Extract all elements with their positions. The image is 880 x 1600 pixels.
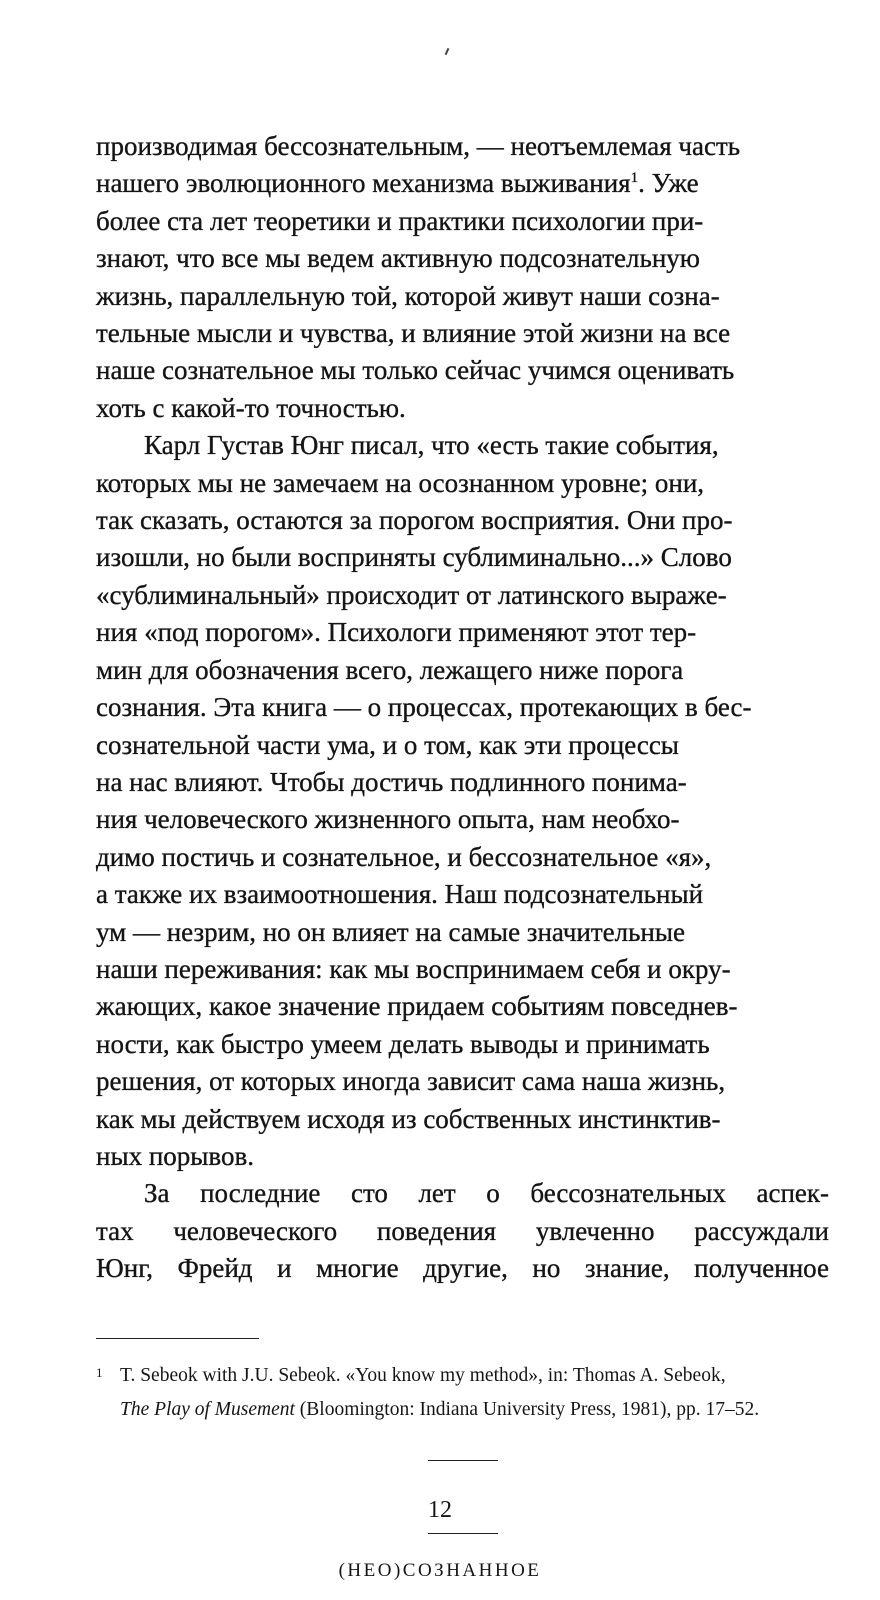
page-number: 12 (428, 1497, 452, 1523)
text-line: ум — незрим, но он влияет на самые значительные (96, 916, 685, 947)
text-line: хоть с какой-то точностью. (96, 392, 406, 423)
text-line: димо постичь и сознательное, и бессознательное «я», (96, 841, 712, 872)
text-line: на нас влияют. Чтобы достичь подлинного понима- (96, 766, 687, 797)
footnote (96, 1359, 829, 1427)
text-line: нашего эволюционного механизма выживания (96, 168, 631, 199)
stray-ink-mark (445, 48, 450, 55)
text-line: а также их взаимоотношения. Наш подсознательный (96, 879, 704, 910)
text-line: . Уже (638, 168, 699, 199)
body-text (96, 128, 829, 1288)
footnote-citation: T. Sebeok with J.U. Sebeok. «You know my method», in: Thomas A. Sebeok, (120, 1365, 726, 1386)
text-line: ных порывов. (96, 1140, 254, 1171)
text-line: мин для обозначения всего, лежащего ниже порога (96, 654, 684, 685)
text-line: знают, что все мы ведем активную подсознательную (96, 243, 700, 274)
text-line: решения, от которых иногда зависит сама наша жизнь, (96, 1066, 726, 1097)
footnote-text (96, 1359, 829, 1427)
text-line: ния человеческого жизненного опыта, нам необхо- (96, 804, 680, 835)
footnote-rule (96, 1338, 259, 1339)
page-number-rule-top (428, 1460, 498, 1461)
text-line: наши переживания: как мы воспринимаем себя и окру- (96, 953, 731, 984)
footnote-publisher: (Bloomington: Indiana University Press, 1981), pp. 17–52. (294, 1399, 760, 1420)
footnote-title: The Play of Musement (120, 1399, 295, 1420)
text-line: более ста лет теоретики и практики психологии при- (96, 205, 704, 236)
text-line: За последние сто лет о бессознательных аспек- (144, 1178, 829, 1209)
footnote-number: 1 (96, 1365, 103, 1380)
text-line: жающих, какое значение придаем событиям повседнев- (96, 991, 738, 1022)
text-line: тельные мысли и чувства, и влияние этой жизни на все (96, 318, 731, 349)
text-line: жизнь, параллельную той, которой живут наши созна- (96, 280, 720, 311)
footnote-reference[interactable]: 1 (630, 170, 639, 187)
text-line: «сублиминальный» происходит от латинского выраже- (96, 579, 727, 610)
text-line: так сказать, остаются за порогом восприятия. Они про- (96, 505, 733, 536)
text-line: ности, как быстро умеем делать выводы и принимать (96, 1028, 710, 1059)
text-line: как мы действуем исходя из собственных инстинктив- (96, 1103, 721, 1134)
text-line: ния «под порогом». Психологи применяют этот тер- (96, 617, 697, 648)
text-line: производимая бессознательным, — неотъемлемая часть (96, 131, 741, 161)
page-number-rule-bottom (428, 1533, 498, 1534)
text-line: которых мы не замечаем на осознанном уровне; они, (96, 467, 705, 498)
paragraph-3 (96, 1175, 829, 1287)
text-line: сознательной части ума, и о том, как эти процессы (96, 729, 679, 760)
running-footer: (НЕО)СОЗНАННОЕ (338, 1560, 542, 1581)
text-line: Карл Густав Юнг писал, что «есть такие события, (144, 430, 719, 461)
text-line: Юнг, Фрейд и многие другие, но знание, полученное (96, 1253, 829, 1284)
text-line: наше сознательное мы только сейчас учимся оценивать (96, 355, 735, 386)
text-line: тах человеческого поведения увлеченно рассуждали (96, 1215, 829, 1246)
text-line: изошли, но были восприняты сублиминально...» Слово (96, 542, 732, 573)
paragraph-1 (96, 128, 829, 427)
text-line: сознания. Эта книга — о процессах, протекающих в бес- (96, 692, 752, 723)
paragraph-2 (96, 427, 829, 1175)
